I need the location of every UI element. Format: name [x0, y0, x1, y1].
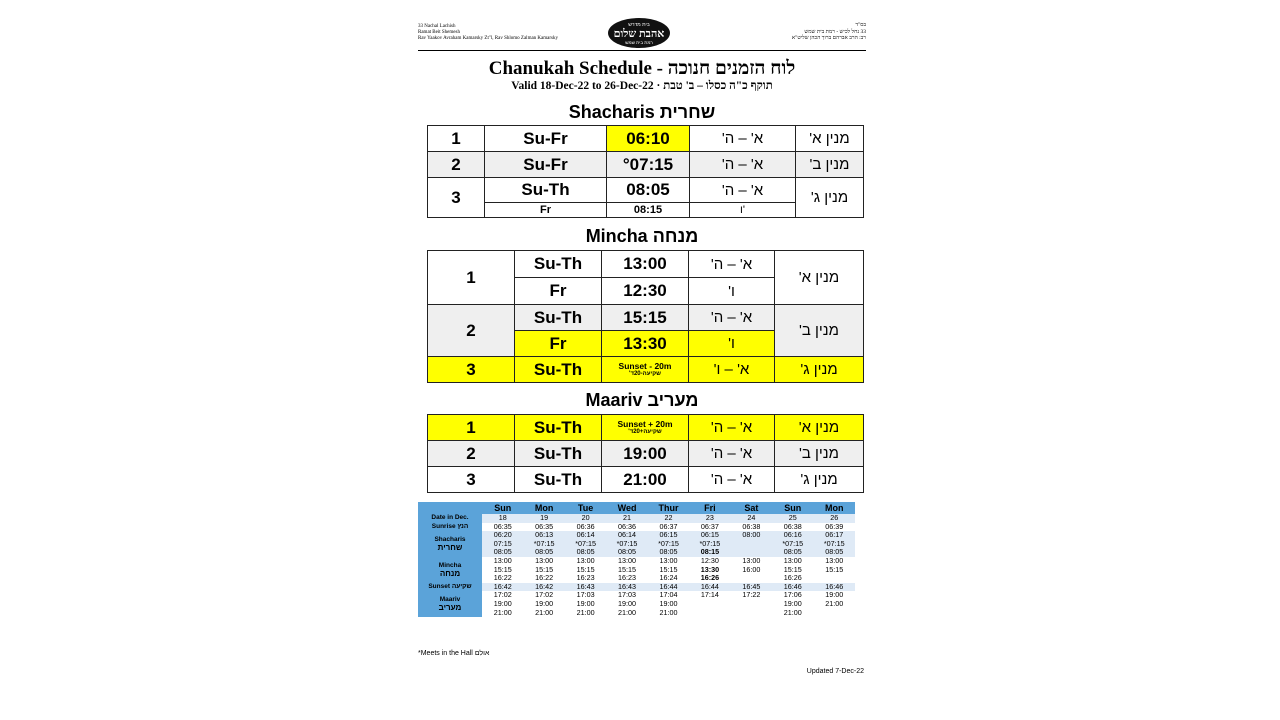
logo-bottom-text: רמת בית שמש	[625, 39, 653, 45]
date-cell: 18	[482, 514, 523, 523]
shacharis-time: 06:14	[606, 531, 647, 540]
date-cell: 21	[606, 514, 647, 523]
shacharis-time: *07:15	[523, 540, 564, 549]
row-number: 3	[428, 178, 485, 218]
maariv-time: 19:00	[482, 600, 523, 609]
shacharis-time: 08:05	[606, 548, 647, 557]
grid-row	[418, 531, 855, 540]
mincha-time: 16:22	[482, 574, 523, 583]
shacharis-time: *07:15	[648, 540, 689, 549]
mincha-time: 15:15	[482, 566, 523, 575]
prayer-time: 21:00	[602, 467, 689, 493]
prayer-time: 13:30	[602, 331, 689, 357]
date-cell: 26	[814, 514, 856, 523]
shacharis-time: *07:15	[606, 540, 647, 549]
row-number: 3	[428, 357, 515, 383]
sunset-time: 16:46	[772, 583, 813, 592]
minyan-label: מנין ב'	[796, 152, 864, 178]
days-english: Su-Fr	[485, 152, 607, 178]
day-header: Sun	[772, 502, 813, 514]
row-number: 1	[428, 251, 515, 305]
prayer-time: 15:15	[602, 305, 689, 331]
maariv-time: 17:04	[648, 591, 689, 600]
address-line: 33 Nachal Lachish	[418, 24, 456, 29]
table-row	[428, 415, 864, 441]
maariv-time: 17:02	[482, 591, 523, 600]
maariv-time: 19:00	[772, 600, 813, 609]
maariv-time: 17:02	[523, 591, 564, 600]
grid-row	[418, 548, 855, 557]
prayer-time: 12:30	[602, 278, 689, 305]
shacharis-time: 07:15	[482, 540, 523, 549]
label-english: Maariv	[439, 596, 461, 604]
shacharis-time	[731, 540, 772, 549]
minyan-label: מנין א'	[775, 251, 864, 305]
date-cell: 23	[689, 514, 730, 523]
sunset-time: 16:43	[565, 583, 606, 592]
days-hebrew: א' – ה'	[690, 178, 796, 203]
updated-date: Updated 7-Dec-22	[806, 668, 864, 675]
address-line: רב: הרב אברהם ברוך הכהן שליט"א	[791, 35, 866, 41]
shacharis-time: 06:15	[689, 531, 730, 540]
minyan-label: מנין א'	[775, 415, 864, 441]
shacharis-time: 06:20	[482, 531, 523, 540]
header-divider	[418, 50, 866, 51]
page-title: Chanukah Schedule - לוח הזמנים חנוכה	[488, 58, 796, 79]
label-english: Shacharis	[434, 536, 466, 544]
days-hebrew: א' – ה'	[689, 305, 775, 331]
grid-row	[418, 557, 855, 566]
mincha-time: 16:22	[523, 574, 564, 583]
address-english	[418, 24, 558, 42]
grid-row	[418, 514, 855, 523]
maariv-time	[731, 609, 772, 618]
row-number: 2	[428, 441, 515, 467]
maariv-heading: Maariv מעריב	[585, 390, 699, 410]
minyan-label: מנין א'	[796, 126, 864, 152]
maariv-time: 17:03	[565, 591, 606, 600]
shacharis-time: 08:05	[565, 548, 606, 557]
maariv-time: 21:00	[523, 609, 564, 618]
days-english: Fr	[515, 278, 602, 305]
sunrise-time: 06:36	[565, 523, 606, 532]
days-hebrew: א' – ה'	[689, 415, 775, 441]
sunrise-time: 06:35	[482, 523, 523, 532]
days-english: Fr	[515, 331, 602, 357]
mincha-time: 13:00	[772, 557, 813, 566]
mincha-time: 13:00	[565, 557, 606, 566]
days-english: Fr	[485, 203, 607, 218]
shacharis-time: 06:14	[565, 531, 606, 540]
shacharis-time: *07:15	[772, 540, 813, 549]
date-cell: 22	[648, 514, 689, 523]
prayer-time: 19:00	[602, 441, 689, 467]
maariv-time: 19:00	[814, 591, 856, 600]
sunrise-time: 06:38	[772, 523, 813, 532]
synagogue-logo	[608, 18, 670, 48]
days-hebrew: ו'	[689, 278, 775, 305]
sunset-time: 16:44	[648, 583, 689, 592]
grid-row	[418, 609, 855, 618]
logo-main-text: אהבת שלום	[613, 27, 665, 40]
days-english: Su-Th	[515, 415, 602, 441]
label-hebrew: שחרית	[437, 543, 463, 553]
label-hebrew: מנחה	[439, 568, 461, 578]
sunrise-time: 06:35	[523, 523, 564, 532]
days-english: Su-Th	[515, 305, 602, 331]
maariv-time: 19:00	[565, 600, 606, 609]
row-number: 3	[428, 467, 515, 493]
row-label: Sunrise הנץ	[418, 523, 482, 532]
days-english: Su-Th	[515, 467, 602, 493]
mincha-time: 13:00	[814, 557, 856, 566]
day-header: Wed	[606, 502, 647, 514]
maariv-time: 19:00	[606, 600, 647, 609]
schedule-page	[418, 18, 866, 708]
grid-row	[418, 566, 855, 575]
row-label	[418, 591, 482, 617]
page-subtitle: Valid 18-Dec-22 to 26-Dec-22 · תוקף כ"ה כסלו – ב' טבת	[511, 80, 773, 92]
sunrise-time: 06:39	[814, 523, 856, 532]
shacharis-time	[731, 548, 772, 557]
days-english: Su-Th	[515, 441, 602, 467]
time-english: Sunset + 20m	[617, 418, 673, 429]
minyan-label: מנין ג'	[796, 178, 864, 218]
table-row	[428, 251, 864, 278]
maariv-time	[731, 600, 772, 609]
mincha-heading: Mincha מנחה	[585, 226, 699, 246]
time-english: Sunset - 20m	[618, 360, 672, 371]
date-cell: 25	[772, 514, 813, 523]
mincha-time: 15:15	[565, 566, 606, 575]
mincha-time: 13:00	[482, 557, 523, 566]
days-english: Su-Fr	[485, 126, 607, 152]
maariv-time: 19:00	[523, 600, 564, 609]
days-hebrew: ו'	[690, 203, 796, 218]
day-header: Mon	[523, 502, 564, 514]
shacharis-table	[427, 125, 864, 218]
shacharis-time: 08:05	[523, 548, 564, 557]
mincha-time	[731, 574, 772, 583]
mincha-table	[427, 250, 864, 383]
address-line: 33 נחל לכיש - רמת בית שמש	[804, 28, 866, 35]
sunrise-time: 06:37	[689, 523, 730, 532]
date-cell: 19	[523, 514, 564, 523]
shacharis-time: *07:15	[689, 540, 730, 549]
grid-row	[418, 591, 855, 600]
days-hebrew: א' – ה'	[690, 126, 796, 152]
footnote: *Meets in the Hall אולם	[418, 650, 490, 657]
time-hebrew: שקיעה+20ד'	[628, 428, 662, 435]
sunset-time: 16:45	[731, 583, 772, 592]
mincha-time: 12:30	[689, 557, 730, 566]
prayer-time: 06:10	[607, 126, 690, 152]
prayer-time: °07:15	[607, 152, 690, 178]
mincha-time: 16:00	[731, 566, 772, 575]
mincha-time: 15:15	[814, 566, 856, 575]
date-cell: 20	[565, 514, 606, 523]
mincha-time: 16:23	[606, 574, 647, 583]
mincha-time: 16:24	[648, 574, 689, 583]
shacharis-time: 06:16	[772, 531, 813, 540]
day-header: Tue	[565, 502, 606, 514]
table-row	[428, 441, 864, 467]
mincha-time: 15:15	[523, 566, 564, 575]
maariv-time: 21:00	[482, 609, 523, 618]
mincha-time: 15:15	[606, 566, 647, 575]
mincha-time: 16:26	[689, 574, 730, 583]
grid-row	[418, 540, 855, 549]
shacharis-time: 06:15	[648, 531, 689, 540]
address-hebrew	[792, 22, 866, 42]
maariv-time: 21:00	[814, 600, 856, 609]
maariv-time: 19:00	[648, 600, 689, 609]
table-row	[428, 357, 864, 383]
maariv-time: 17:03	[606, 591, 647, 600]
mincha-time: 13:00	[731, 557, 772, 566]
address-line: בס"ד	[855, 22, 866, 28]
minyan-label: מנין ג'	[775, 357, 864, 383]
label-hebrew: מעריב	[438, 603, 462, 613]
row-label	[418, 531, 482, 557]
shacharis-heading: Shacharis שחרית	[568, 102, 716, 122]
maariv-time	[689, 609, 730, 618]
maariv-time: 17:14	[689, 591, 730, 600]
maariv-time: 21:00	[565, 609, 606, 618]
table-row	[428, 305, 864, 331]
row-number: 1	[428, 126, 485, 152]
shacharis-time: *07:15	[565, 540, 606, 549]
mincha-time: 15:15	[772, 566, 813, 575]
maariv-time	[814, 609, 856, 618]
maariv-time: 21:00	[772, 609, 813, 618]
grid-row	[418, 583, 855, 592]
sunset-time: 16:44	[689, 583, 730, 592]
weekly-times-grid	[418, 502, 855, 617]
address-line: Ramat Beit Shemesh	[418, 30, 460, 35]
mincha-time: 16:23	[565, 574, 606, 583]
days-hebrew: א' – ה'	[689, 467, 775, 493]
shacharis-time: 08:00	[731, 531, 772, 540]
days-hebrew: א' – ה'	[690, 152, 796, 178]
shacharis-time: *07:15	[814, 540, 856, 549]
maariv-time: 17:22	[731, 591, 772, 600]
shacharis-time: 06:17	[814, 531, 856, 540]
table-row	[428, 467, 864, 493]
shacharis-time: 08:05	[482, 548, 523, 557]
minyan-label: מנין ב'	[775, 305, 864, 357]
sunset-time: 16:46	[814, 583, 856, 592]
row-number: 2	[428, 152, 485, 178]
mincha-time: 13:30	[689, 566, 730, 575]
sunrise-time: 06:38	[731, 523, 772, 532]
label-english: Mincha	[438, 561, 462, 569]
days-hebrew: ו'	[689, 331, 775, 357]
days-hebrew: א' – ו'	[689, 357, 775, 383]
shacharis-time: 08:05	[814, 548, 856, 557]
days-hebrew: א' – ה'	[689, 441, 775, 467]
grid-row	[418, 502, 855, 514]
table-row	[428, 152, 864, 178]
row-label: Date in Dec.	[418, 514, 482, 523]
maariv-time: 17:06	[772, 591, 813, 600]
prayer-time	[602, 415, 689, 441]
minyan-label: מנין ג'	[775, 467, 864, 493]
days-english: Su-Th	[485, 178, 607, 203]
shacharis-time: 08:05	[772, 548, 813, 557]
day-header: Sat	[731, 502, 772, 514]
grid-row	[418, 523, 855, 532]
sunset-time: 16:42	[482, 583, 523, 592]
address-line: Rav Yaakov Avraham Kamarsky Zt"l, Rav Shlomo Zalman Kamarsky	[418, 36, 558, 41]
minyan-label: מנין ב'	[775, 441, 864, 467]
sunrise-time: 06:37	[648, 523, 689, 532]
maariv-table	[427, 414, 864, 493]
prayer-time: 13:00	[602, 251, 689, 278]
sunrise-time: 06:36	[606, 523, 647, 532]
days-english: Su-Th	[515, 357, 602, 383]
days-hebrew: א' – ה'	[689, 251, 775, 278]
prayer-time: 08:15	[607, 203, 690, 218]
grid-row	[418, 600, 855, 609]
day-header: Thur	[648, 502, 689, 514]
time-hebrew: שקיעה-20ד'	[629, 370, 661, 377]
prayer-time	[602, 357, 689, 383]
mincha-time: 16:26	[772, 574, 813, 583]
date-cell: 24	[731, 514, 772, 523]
days-english: Su-Th	[515, 251, 602, 278]
shacharis-time: 08:15	[689, 548, 730, 557]
shacharis-time: 08:05	[648, 548, 689, 557]
logo-top-text: בית מדרש	[628, 21, 650, 28]
table-row	[428, 126, 864, 152]
mincha-time: 13:00	[523, 557, 564, 566]
table-row	[428, 178, 864, 203]
maariv-time	[689, 600, 730, 609]
day-header: Sun	[482, 502, 523, 514]
sunset-time: 16:43	[606, 583, 647, 592]
mincha-time: 15:15	[648, 566, 689, 575]
mincha-time: 13:00	[648, 557, 689, 566]
maariv-time: 21:00	[648, 609, 689, 618]
day-header: Mon	[814, 502, 856, 514]
mincha-time	[814, 574, 856, 583]
mincha-time: 13:00	[606, 557, 647, 566]
row-number: 2	[428, 305, 515, 357]
prayer-time: 08:05	[607, 178, 690, 203]
shacharis-time: 06:13	[523, 531, 564, 540]
sunset-time: 16:42	[523, 583, 564, 592]
row-label	[418, 557, 482, 583]
row-label: Sunset שקיעה	[418, 583, 482, 592]
grid-row	[418, 574, 855, 583]
row-number: 1	[428, 415, 515, 441]
day-header: Fri	[689, 502, 730, 514]
maariv-time: 21:00	[606, 609, 647, 618]
grid-corner	[418, 502, 482, 514]
